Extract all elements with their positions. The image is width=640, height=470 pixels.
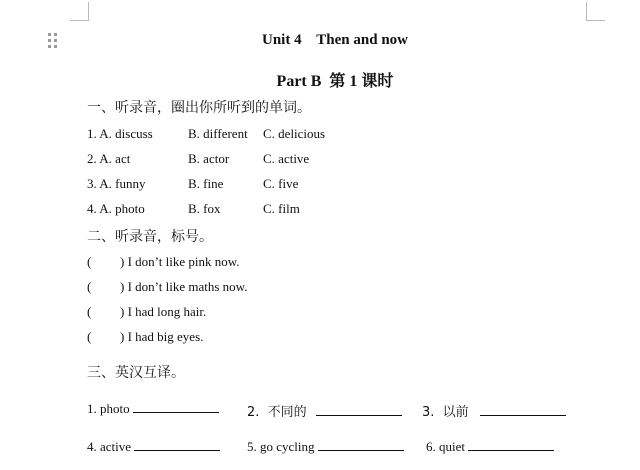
question-2-option-c: C. active — [263, 151, 310, 166]
translation-item-5 — [247, 439, 404, 455]
list-item — [87, 254, 240, 270]
section-3-heading: 三、英汉互译。 — [87, 365, 185, 381]
answer-blank[interactable] — [468, 439, 554, 451]
page-corner-mark-left — [70, 2, 89, 21]
question-1-option-c: C. delicious — [263, 126, 326, 141]
translation-item-3 — [422, 401, 566, 420]
translation-item-6 — [426, 439, 554, 455]
sentence-text: ) I don’t like maths now. — [120, 279, 248, 294]
question-3-option-c: C. five — [263, 176, 299, 191]
question-1-option-a: 1. A. discuss — [87, 126, 153, 141]
answer-bracket: ( — [87, 279, 92, 294]
sentence-text: ) I don’t like pink now. — [120, 254, 240, 269]
item-label: 5. go cycling — [247, 439, 315, 454]
question-4-option-c: C. film — [263, 201, 300, 216]
section-2-heading: 二、听录音，标号。 — [87, 229, 213, 245]
answer-bracket: ( — [87, 254, 92, 269]
question-1-option-b: B. different — [188, 126, 248, 141]
answer-blank[interactable] — [133, 401, 219, 413]
translation-item-4 — [87, 439, 220, 455]
answer-blank[interactable] — [316, 404, 402, 416]
question-2-option-a: 2. A. act — [87, 151, 131, 166]
unit-title: Unit 4 Then and now — [261, 32, 409, 48]
item-label: 1. photo — [87, 401, 130, 416]
list-item — [87, 304, 206, 320]
answer-bracket: ( — [87, 329, 92, 344]
item-label: 6. quiet — [426, 439, 465, 454]
translation-item-2 — [247, 401, 402, 420]
item-label: 2. 不同的 — [247, 405, 307, 420]
sentence-text: ) I had long hair. — [120, 304, 207, 319]
translation-item-1 — [87, 401, 219, 417]
list-item — [87, 279, 247, 295]
part-title: Part B 第 1 课时 — [276, 73, 394, 90]
question-4-option-a: 4. A. photo — [87, 201, 145, 216]
answer-blank[interactable] — [480, 404, 566, 416]
question-3-option-b: B. fine — [188, 176, 224, 191]
question-4-option-b: B. fox — [188, 201, 221, 216]
sentence-text: ) I had big eyes. — [120, 329, 204, 344]
list-item — [87, 329, 203, 345]
page-corner-mark-right — [586, 2, 605, 21]
question-3-option-a: 3. A. funny — [87, 176, 146, 191]
question-2-option-b: B. actor — [188, 151, 230, 166]
item-label: 3. 以前 — [422, 405, 469, 420]
answer-blank[interactable] — [318, 439, 404, 451]
item-label: 4. active — [87, 439, 132, 454]
answer-bracket: ( — [87, 304, 92, 319]
answer-blank[interactable] — [134, 439, 220, 451]
section-1-heading: 一、听录音，圈出你所听到的单词。 — [87, 100, 311, 116]
